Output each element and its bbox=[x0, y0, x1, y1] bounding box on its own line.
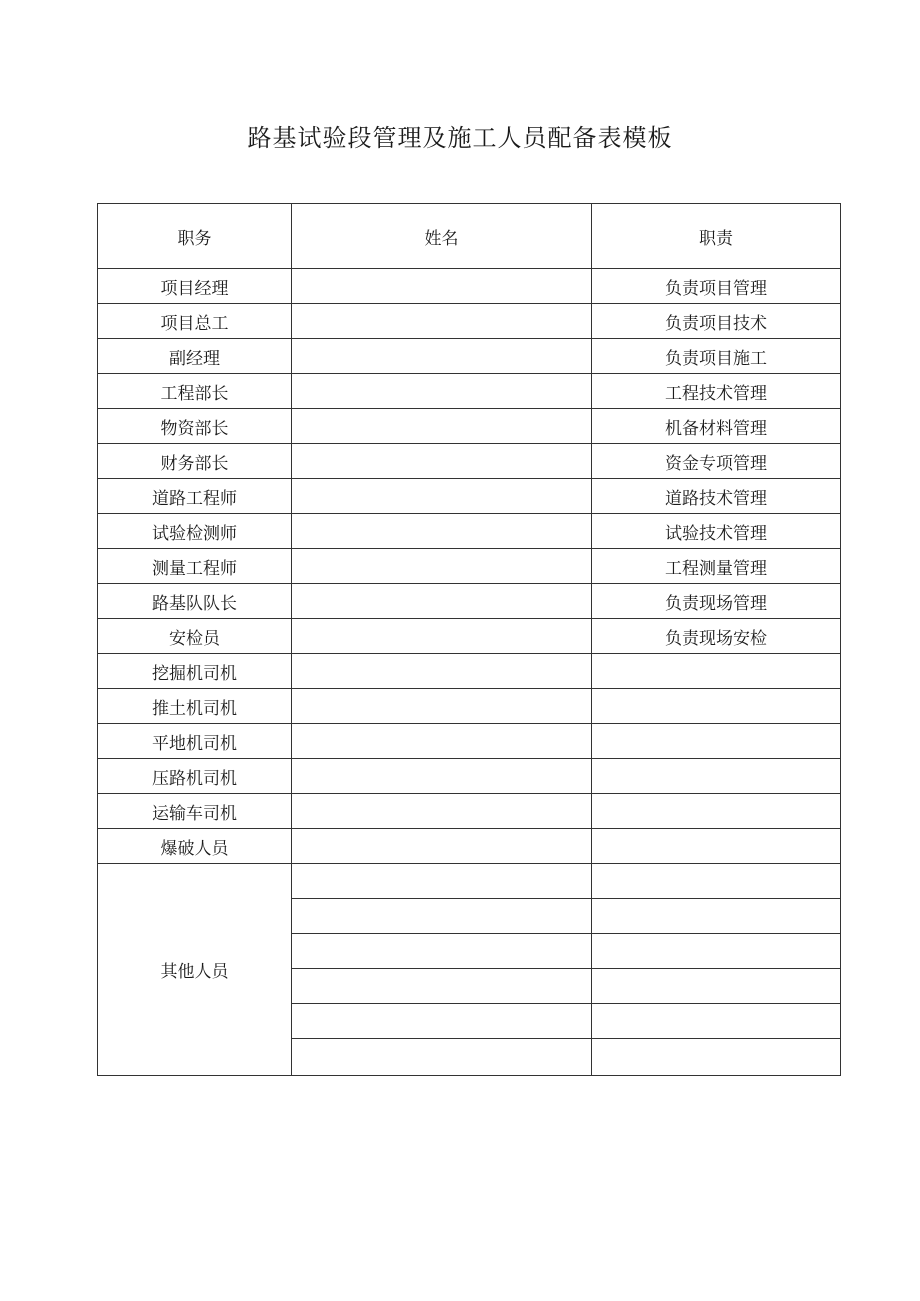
name-cell[interactable] bbox=[292, 514, 592, 549]
duty-cell[interactable] bbox=[592, 794, 841, 829]
position-cell: 推土机司机 bbox=[98, 689, 292, 724]
page-title: 路基试验段管理及施工人员配备表模板 bbox=[247, 124, 673, 152]
duty-cell[interactable] bbox=[592, 759, 841, 794]
table-row bbox=[98, 514, 841, 549]
position-cell: 副经理 bbox=[98, 339, 292, 374]
duty-cell[interactable] bbox=[592, 689, 841, 724]
duty-cell[interactable] bbox=[592, 864, 841, 899]
table-row bbox=[98, 654, 841, 689]
others-position-cell: 其他人员 bbox=[98, 864, 292, 1076]
table-row bbox=[98, 269, 841, 304]
name-cell[interactable] bbox=[292, 829, 592, 864]
duty-cell: 机备材料管理 bbox=[592, 409, 841, 444]
position-cell: 试验检测师 bbox=[98, 514, 292, 549]
position-cell: 项目总工 bbox=[98, 304, 292, 339]
position-cell: 运输车司机 bbox=[98, 794, 292, 829]
header-name: 姓名 bbox=[292, 204, 592, 269]
name-cell[interactable] bbox=[292, 479, 592, 514]
name-cell[interactable] bbox=[292, 759, 592, 794]
name-cell[interactable] bbox=[292, 409, 592, 444]
staffing-table bbox=[97, 203, 841, 1076]
table-row bbox=[98, 304, 841, 339]
table-row bbox=[98, 584, 841, 619]
position-cell: 道路工程师 bbox=[98, 479, 292, 514]
position-cell: 工程部长 bbox=[98, 374, 292, 409]
name-cell[interactable] bbox=[292, 374, 592, 409]
position-cell: 测量工程师 bbox=[98, 549, 292, 584]
position-cell: 项目经理 bbox=[98, 269, 292, 304]
table-row bbox=[98, 549, 841, 584]
duty-cell: 负责现场安检 bbox=[592, 619, 841, 654]
duty-cell: 负责项目施工 bbox=[592, 339, 841, 374]
duty-cell[interactable] bbox=[592, 1004, 841, 1039]
name-cell[interactable] bbox=[292, 724, 592, 759]
name-cell[interactable] bbox=[292, 899, 592, 934]
position-cell: 物资部长 bbox=[98, 409, 292, 444]
name-cell[interactable] bbox=[292, 584, 592, 619]
name-cell[interactable] bbox=[292, 1039, 592, 1076]
position-cell: 财务部长 bbox=[98, 444, 292, 479]
name-cell[interactable] bbox=[292, 549, 592, 584]
table-row bbox=[98, 759, 841, 794]
duty-cell: 负责现场管理 bbox=[592, 584, 841, 619]
name-cell[interactable] bbox=[292, 864, 592, 899]
duty-cell[interactable] bbox=[592, 724, 841, 759]
name-cell[interactable] bbox=[292, 619, 592, 654]
duty-cell[interactable] bbox=[592, 969, 841, 1004]
duty-cell[interactable] bbox=[592, 899, 841, 934]
name-cell[interactable] bbox=[292, 689, 592, 724]
header-duty: 职责 bbox=[592, 204, 841, 269]
table-row bbox=[98, 689, 841, 724]
name-cell[interactable] bbox=[292, 269, 592, 304]
duty-cell: 工程技术管理 bbox=[592, 374, 841, 409]
position-cell: 挖掘机司机 bbox=[98, 654, 292, 689]
duty-cell: 资金专项管理 bbox=[592, 444, 841, 479]
position-cell: 压路机司机 bbox=[98, 759, 292, 794]
table-row bbox=[98, 339, 841, 374]
name-cell[interactable] bbox=[292, 934, 592, 969]
name-cell[interactable] bbox=[292, 969, 592, 1004]
table-row bbox=[98, 374, 841, 409]
duty-cell[interactable] bbox=[592, 934, 841, 969]
table-row bbox=[98, 479, 841, 514]
table-row bbox=[98, 724, 841, 759]
duty-cell[interactable] bbox=[592, 654, 841, 689]
table-row bbox=[98, 619, 841, 654]
name-cell[interactable] bbox=[292, 444, 592, 479]
name-cell[interactable] bbox=[292, 304, 592, 339]
name-cell[interactable] bbox=[292, 1004, 592, 1039]
table-row-others bbox=[98, 864, 841, 899]
table-row bbox=[98, 444, 841, 479]
duty-cell: 试验技术管理 bbox=[592, 514, 841, 549]
position-cell: 平地机司机 bbox=[98, 724, 292, 759]
duty-cell: 负责项目管理 bbox=[592, 269, 841, 304]
position-cell: 路基队队长 bbox=[98, 584, 292, 619]
position-cell: 安检员 bbox=[98, 619, 292, 654]
name-cell[interactable] bbox=[292, 654, 592, 689]
table-row bbox=[98, 794, 841, 829]
position-cell: 爆破人员 bbox=[98, 829, 292, 864]
table-row bbox=[98, 829, 841, 864]
header-position: 职务 bbox=[98, 204, 292, 269]
duty-cell[interactable] bbox=[592, 829, 841, 864]
duty-cell: 工程测量管理 bbox=[592, 549, 841, 584]
table-row bbox=[98, 409, 841, 444]
name-cell[interactable] bbox=[292, 339, 592, 374]
name-cell[interactable] bbox=[292, 794, 592, 829]
duty-cell[interactable] bbox=[592, 1039, 841, 1076]
duty-cell: 道路技术管理 bbox=[592, 479, 841, 514]
table-header-row bbox=[98, 204, 841, 269]
duty-cell: 负责项目技术 bbox=[592, 304, 841, 339]
